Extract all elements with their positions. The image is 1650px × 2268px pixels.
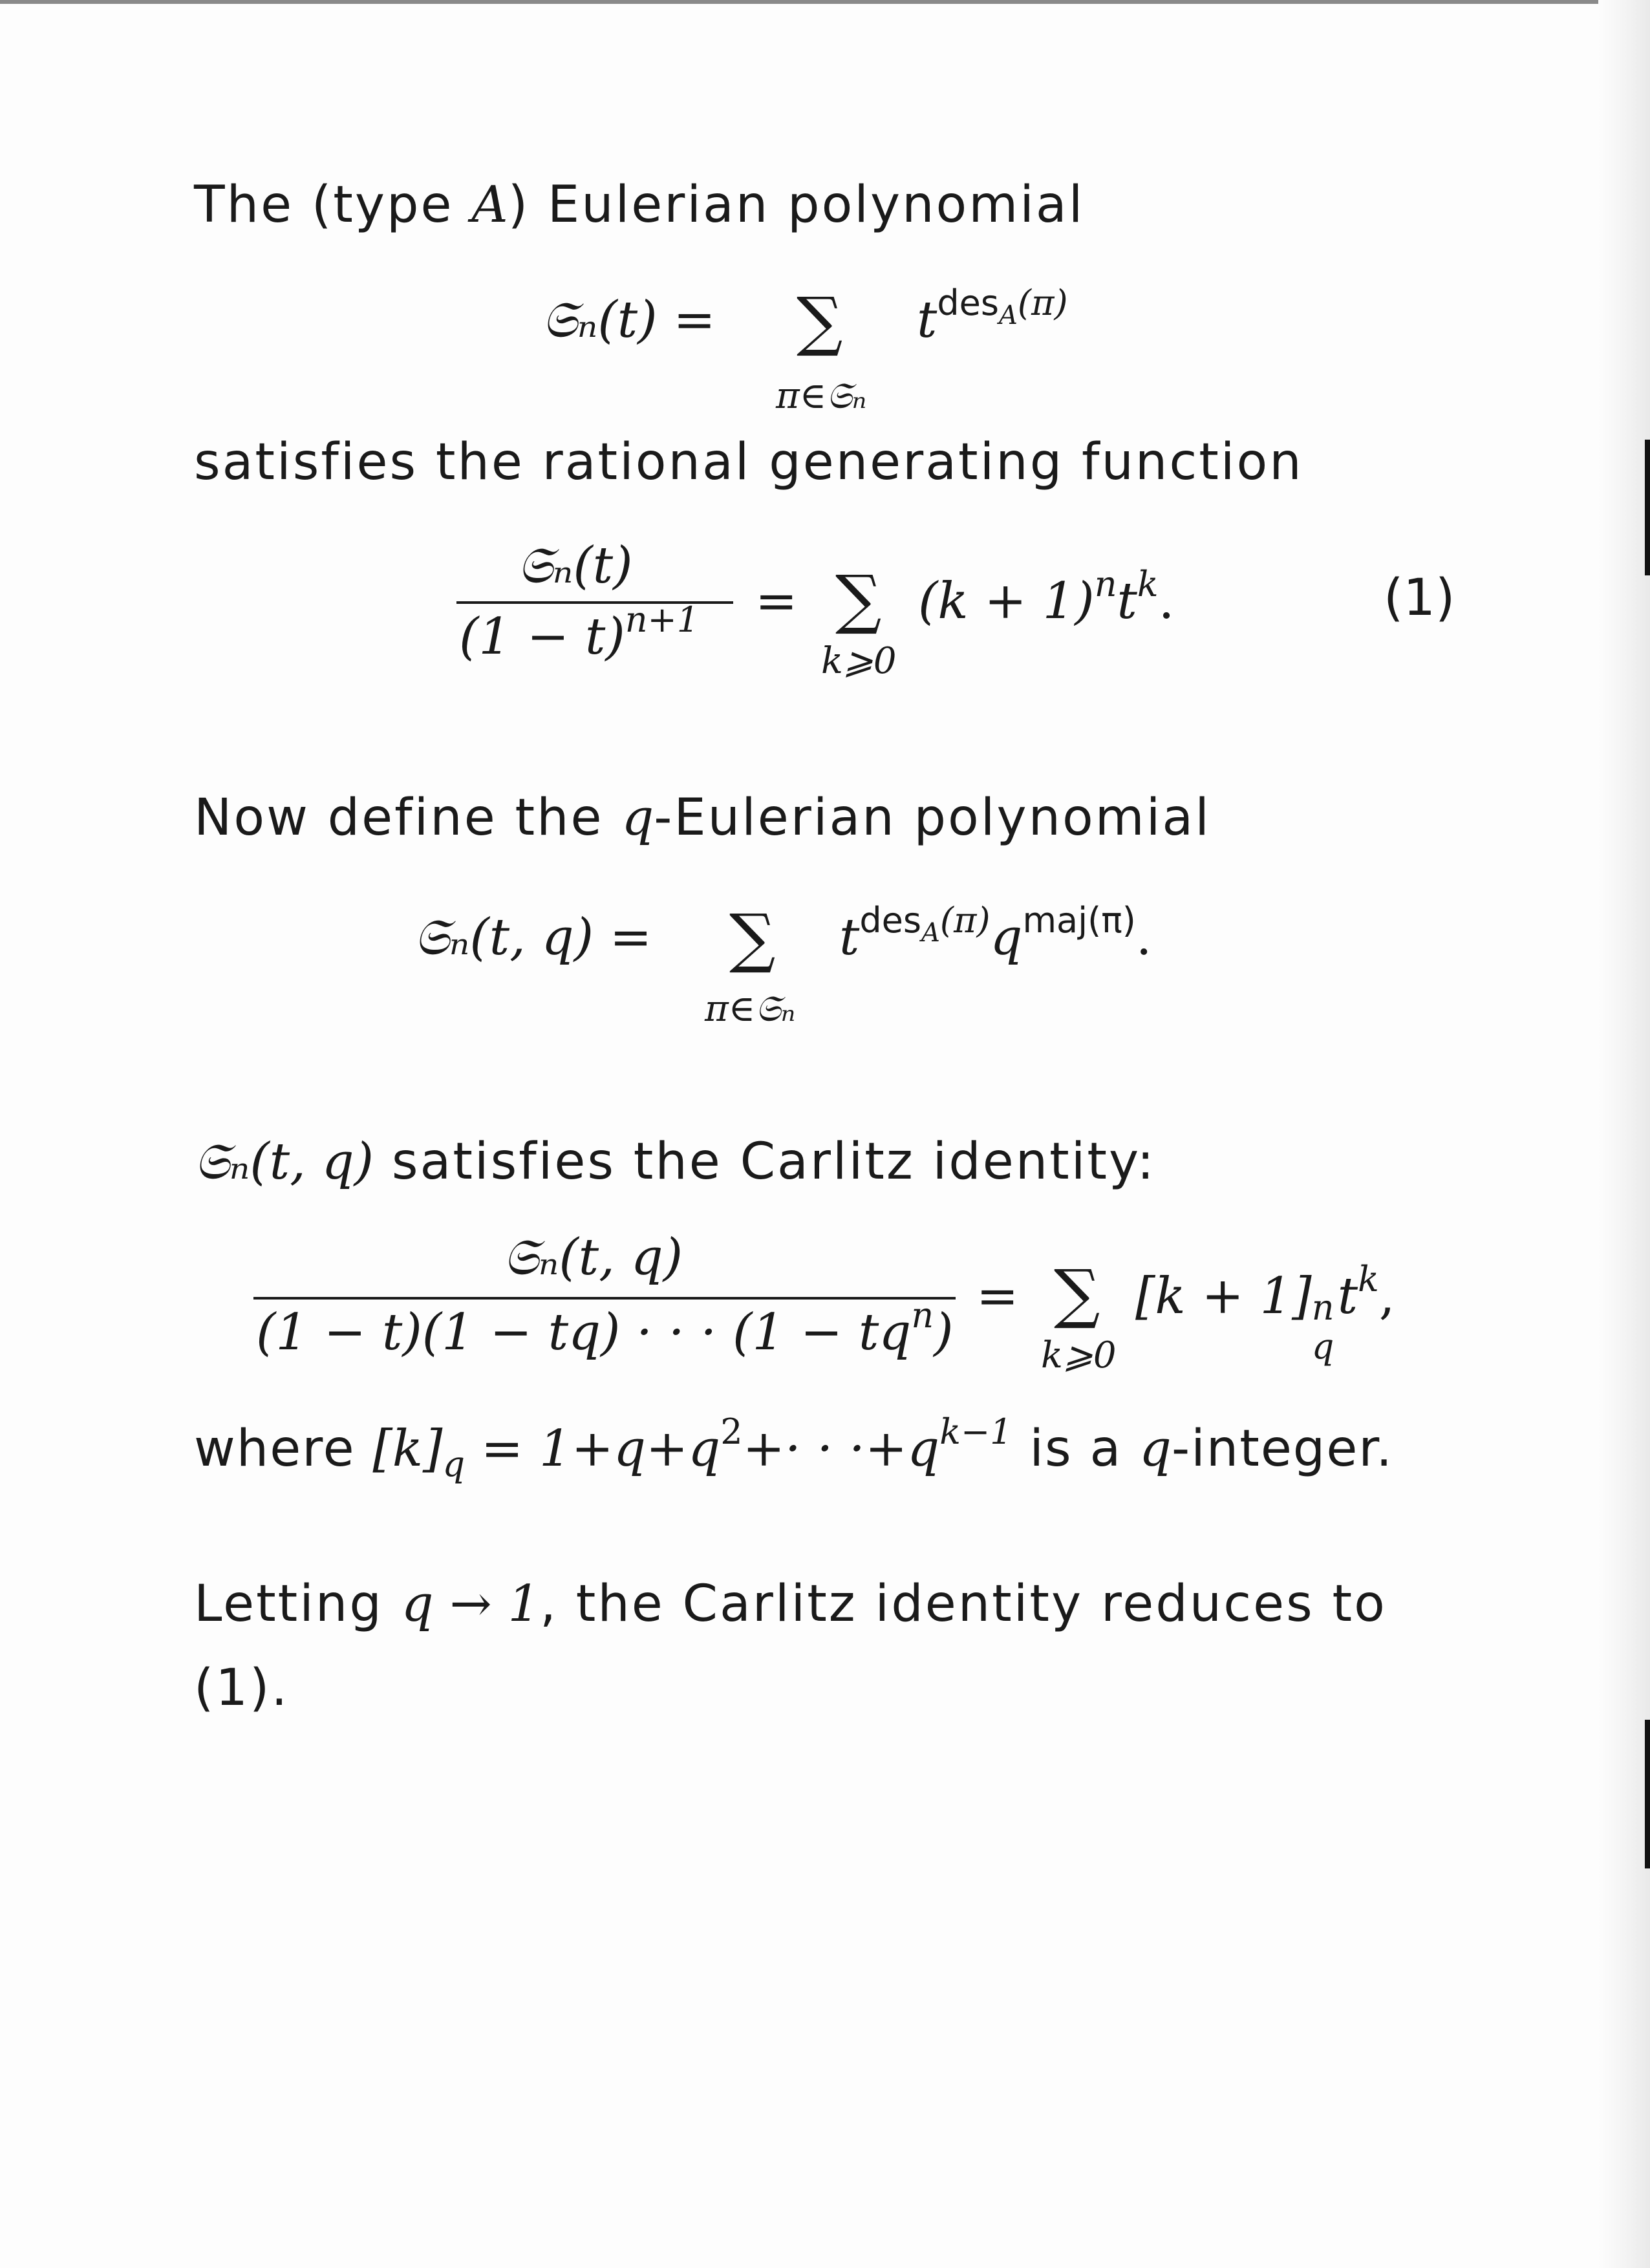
eq1-sum: ∑ — [835, 561, 882, 637]
eq-carlitz-sum: ∑ — [1054, 1256, 1100, 1331]
eq-carlitz-index: k⩾0 — [1041, 1334, 1117, 1376]
math-sup: k−1 — [939, 1411, 1012, 1452]
eq-def-index: π∈𝔖ₙ — [776, 375, 867, 417]
text: -integer. — [1171, 1420, 1394, 1478]
eq1-summand: $(k + 1)^nt^k$. — [918, 564, 1175, 630]
math-var: q — [1139, 1420, 1172, 1478]
eq-qdef-sum: ∑ — [729, 900, 776, 976]
math-var: q — [621, 789, 654, 847]
text: -Eulerian polynomial — [654, 789, 1211, 847]
math-sup: 2 — [720, 1411, 743, 1452]
eq-def-lhs: 𝔖ₙ(t) = — [542, 291, 716, 349]
text: Letting — [194, 1575, 402, 1633]
paragraph-carlitz — [194, 1133, 1156, 1192]
eq-carlitz-denominator: (1 − t)(1 − tq) · · · $(1 - tq^n)$ — [256, 1295, 954, 1362]
eq-carlitz-summand: [k + 1] n q $t^k$, — [1135, 1259, 1395, 1367]
eq-qdef-index: π∈𝔖ₙ — [705, 988, 796, 1030]
text: where — [194, 1420, 373, 1478]
eq1-numerator: 𝔖ₙ(t) — [517, 537, 633, 595]
paragraph-q-eulerian — [194, 789, 1211, 847]
math-var: A — [471, 176, 508, 234]
text: ) Eulerian polynomial — [508, 176, 1085, 234]
eq-carlitz-equals: = — [976, 1267, 1019, 1325]
eq-carlitz-numerator: 𝔖ₙ(t, q) — [503, 1228, 683, 1287]
eq1-equals: = — [755, 572, 798, 630]
math-expr: q → 1 — [401, 1575, 541, 1633]
math-expr: = 1+q+q — [465, 1420, 721, 1478]
text: , the Carlitz identity reduces to — [540, 1575, 1387, 1633]
math-expr: [k] — [372, 1420, 443, 1478]
equation-number: (1) — [1384, 569, 1455, 627]
eq1-index: k⩾0 — [821, 640, 897, 682]
eq-def-sum: ∑ — [797, 283, 843, 359]
paragraph-q-integer — [194, 1411, 1394, 1484]
text: satisfies the Carlitz identity: — [374, 1133, 1156, 1191]
scan-edge-mark — [1645, 1720, 1650, 1868]
eq-carlitz-fraction-bar — [253, 1297, 956, 1300]
text: The (type — [194, 176, 472, 234]
text: Now define the — [194, 789, 622, 847]
scan-edge-mark — [1645, 440, 1650, 575]
scan-right-edge — [1598, 0, 1650, 2268]
paragraph-letting-line2: (1). — [194, 1659, 290, 1717]
paragraph-generating: satisfies the rational generating function — [194, 433, 1303, 491]
paragraph-intro — [194, 176, 1084, 234]
eq-def-summand: $t^{des_A(\pi)}$ — [917, 283, 1068, 349]
eq-qdef-lhs: 𝔖ₙ(t, q) = — [414, 908, 652, 967]
math-expr: 𝔖ₙ(t, q) — [194, 1133, 374, 1191]
math-expr: +· · ·+q — [742, 1420, 940, 1478]
math-sub: q — [442, 1444, 466, 1484]
scan-top-edge — [0, 0, 1650, 4]
eq-qdef-summand: $t^{des_A(\pi)}q^{maj(\pi)}$. — [839, 900, 1152, 967]
eq1-denominator: $(1 - t)^{n+1}$ — [459, 599, 700, 666]
paragraph-letting — [194, 1575, 1387, 1633]
text: is a — [1012, 1420, 1140, 1478]
